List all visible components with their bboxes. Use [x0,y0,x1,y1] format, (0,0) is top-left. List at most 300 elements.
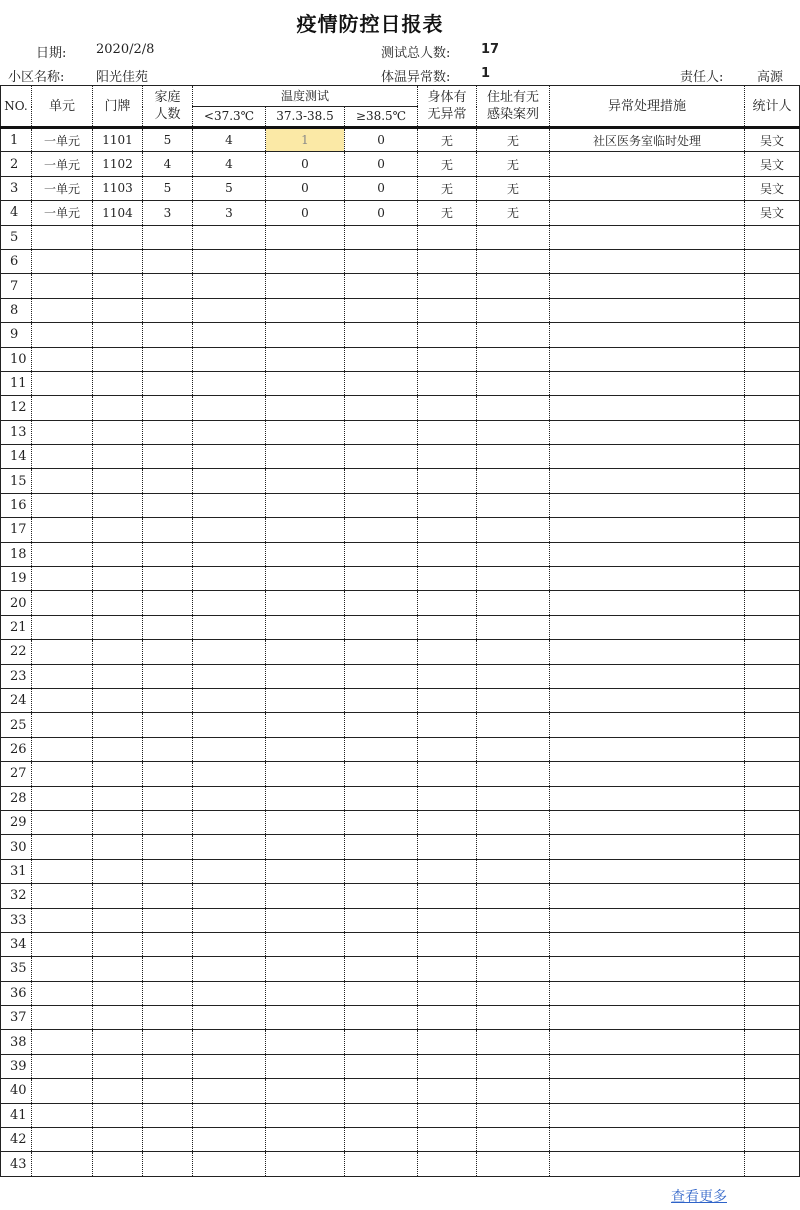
cell-no[interactable]: 15 [1,469,32,493]
cell-temp-low[interactable]: 5 [193,176,266,200]
cell-empty[interactable] [418,274,477,298]
cell-no[interactable]: 24 [1,688,32,712]
cell-empty[interactable] [418,542,477,566]
cell-empty[interactable] [477,615,550,639]
cell-empty[interactable] [418,1054,477,1078]
cell-empty[interactable] [345,908,418,932]
cell-empty[interactable] [93,1006,143,1030]
cell-empty[interactable] [143,1079,193,1103]
cell-no[interactable]: 26 [1,737,32,761]
cell-empty[interactable] [418,1030,477,1054]
cell-no[interactable]: 12 [1,396,32,420]
cell-empty[interactable] [477,225,550,249]
cell-empty[interactable] [418,420,477,444]
cell-empty[interactable] [345,762,418,786]
cell-empty[interactable] [266,713,345,737]
cell-stat[interactable]: 吴文 [745,152,800,176]
cell-empty[interactable] [143,1030,193,1054]
cell-temp-high[interactable]: 0 [345,152,418,176]
cell-measures[interactable] [550,152,745,176]
cell-empty[interactable] [32,810,93,834]
cell-empty[interactable] [745,664,800,688]
cell-empty[interactable] [418,859,477,883]
cell-empty[interactable] [418,371,477,395]
cell-no[interactable]: 29 [1,810,32,834]
cell-empty[interactable] [93,884,143,908]
cell-empty[interactable] [93,274,143,298]
cell-empty[interactable] [345,1030,418,1054]
cell-empty[interactable] [477,371,550,395]
cell-empty[interactable] [550,469,745,493]
cell-empty[interactable] [266,518,345,542]
cell-empty[interactable] [32,932,93,956]
cell-empty[interactable] [550,445,745,469]
cell-empty[interactable] [32,249,93,273]
cell-empty[interactable] [550,420,745,444]
cell-family[interactable]: 5 [143,176,193,200]
cell-empty[interactable] [745,225,800,249]
cell-no[interactable]: 41 [1,1103,32,1127]
cell-no[interactable]: 28 [1,786,32,810]
cell-no[interactable]: 2 [1,152,32,176]
cell-empty[interactable] [477,518,550,542]
cell-no[interactable]: 5 [1,225,32,249]
cell-empty[interactable] [550,932,745,956]
cell-empty[interactable] [193,884,266,908]
cell-empty[interactable] [93,347,143,371]
cell-empty[interactable] [143,249,193,273]
cell-empty[interactable] [266,688,345,712]
cell-empty[interactable] [93,1054,143,1078]
cell-empty[interactable] [418,493,477,517]
cell-empty[interactable] [345,445,418,469]
cell-empty[interactable] [143,420,193,444]
cell-no[interactable]: 27 [1,762,32,786]
cell-empty[interactable] [550,1006,745,1030]
cell-empty[interactable] [745,1152,800,1176]
cell-empty[interactable] [143,810,193,834]
cell-empty[interactable] [477,298,550,322]
cell-no[interactable]: 14 [1,445,32,469]
cell-empty[interactable] [93,615,143,639]
cell-empty[interactable] [143,567,193,591]
cell-empty[interactable] [745,1006,800,1030]
cell-empty[interactable] [32,1152,93,1176]
cell-empty[interactable] [193,615,266,639]
cell-empty[interactable] [745,274,800,298]
cell-empty[interactable] [345,859,418,883]
cell-empty[interactable] [193,420,266,444]
cell-empty[interactable] [93,1079,143,1103]
cell-empty[interactable] [32,640,93,664]
cell-empty[interactable] [745,469,800,493]
cell-empty[interactable] [266,835,345,859]
cell-empty[interactable] [550,1079,745,1103]
cell-empty[interactable] [345,469,418,493]
cell-empty[interactable] [550,347,745,371]
cell-no[interactable]: 9 [1,323,32,347]
cell-empty[interactable] [745,445,800,469]
cell-empty[interactable] [345,835,418,859]
cell-empty[interactable] [745,932,800,956]
cell-temp-low[interactable]: 4 [193,128,266,152]
cell-family[interactable]: 3 [143,201,193,225]
cell-empty[interactable] [93,518,143,542]
cell-empty[interactable] [418,957,477,981]
cell-empty[interactable] [32,884,93,908]
cell-empty[interactable] [418,249,477,273]
cell-no[interactable]: 38 [1,1030,32,1054]
cell-empty[interactable] [143,859,193,883]
cell-empty[interactable] [550,1103,745,1127]
cell-empty[interactable] [745,737,800,761]
cell-empty[interactable] [745,688,800,712]
cell-family[interactable]: 4 [143,152,193,176]
cell-empty[interactable] [745,591,800,615]
cell-empty[interactable] [345,1054,418,1078]
cell-empty[interactable] [418,347,477,371]
cell-empty[interactable] [193,591,266,615]
cell-body[interactable]: 无 [418,176,477,200]
cell-empty[interactable] [266,1103,345,1127]
cell-empty[interactable] [266,298,345,322]
cell-no[interactable]: 18 [1,542,32,566]
cell-empty[interactable] [745,493,800,517]
cell-empty[interactable] [93,1030,143,1054]
cell-empty[interactable] [550,518,745,542]
cell-empty[interactable] [477,981,550,1005]
cell-no[interactable]: 1 [1,128,32,152]
cell-empty[interactable] [345,957,418,981]
cell-empty[interactable] [345,249,418,273]
cell-empty[interactable] [477,932,550,956]
cell-empty[interactable] [32,298,93,322]
cell-no[interactable]: 25 [1,713,32,737]
cell-empty[interactable] [193,908,266,932]
cell-empty[interactable] [266,762,345,786]
cell-empty[interactable] [266,640,345,664]
cell-empty[interactable] [477,1030,550,1054]
cell-empty[interactable] [550,737,745,761]
cell-empty[interactable] [93,688,143,712]
cell-empty[interactable] [93,567,143,591]
cell-empty[interactable] [345,688,418,712]
cell-measures[interactable] [550,176,745,200]
cell-no[interactable]: 32 [1,884,32,908]
cell-empty[interactable] [550,786,745,810]
cell-empty[interactable] [418,1128,477,1152]
cell-empty[interactable] [745,859,800,883]
cell-empty[interactable] [550,249,745,273]
cell-empty[interactable] [745,1054,800,1078]
cell-empty[interactable] [143,908,193,932]
cell-empty[interactable] [93,640,143,664]
cell-empty[interactable] [193,664,266,688]
cell-empty[interactable] [266,225,345,249]
cell-temp-high[interactable]: 0 [345,128,418,152]
cell-empty[interactable] [418,298,477,322]
cell-addr[interactable]: 无 [477,128,550,152]
cell-empty[interactable] [477,1079,550,1103]
cell-empty[interactable] [266,957,345,981]
cell-empty[interactable] [550,1128,745,1152]
cell-empty[interactable] [477,274,550,298]
cell-empty[interactable] [345,884,418,908]
cell-empty[interactable] [550,713,745,737]
cell-empty[interactable] [345,932,418,956]
cell-empty[interactable] [477,957,550,981]
cell-no[interactable]: 11 [1,371,32,395]
cell-empty[interactable] [93,835,143,859]
cell-empty[interactable] [550,884,745,908]
cell-empty[interactable] [143,542,193,566]
cell-empty[interactable] [418,518,477,542]
cell-no[interactable]: 20 [1,591,32,615]
cell-empty[interactable] [32,542,93,566]
cell-empty[interactable] [143,1128,193,1152]
cell-empty[interactable] [266,1006,345,1030]
cell-empty[interactable] [143,518,193,542]
cell-empty[interactable] [550,274,745,298]
cell-empty[interactable] [93,493,143,517]
cell-empty[interactable] [93,957,143,981]
cell-empty[interactable] [32,664,93,688]
cell-empty[interactable] [345,567,418,591]
cell-empty[interactable] [143,1006,193,1030]
cell-empty[interactable] [143,591,193,615]
cell-empty[interactable] [143,762,193,786]
cell-empty[interactable] [193,298,266,322]
cell-temp-high[interactable]: 0 [345,176,418,200]
cell-empty[interactable] [550,615,745,639]
cell-empty[interactable] [745,347,800,371]
cell-empty[interactable] [266,884,345,908]
cell-empty[interactable] [345,981,418,1005]
cell-empty[interactable] [143,347,193,371]
cell-empty[interactable] [550,371,745,395]
cell-empty[interactable] [32,420,93,444]
cell-empty[interactable] [143,371,193,395]
cell-empty[interactable] [418,786,477,810]
cell-empty[interactable] [550,810,745,834]
cell-empty[interactable] [93,396,143,420]
cell-no[interactable]: 30 [1,835,32,859]
cell-empty[interactable] [32,225,93,249]
cell-body[interactable]: 无 [418,201,477,225]
cell-empty[interactable] [93,1152,143,1176]
cell-empty[interactable] [143,835,193,859]
cell-empty[interactable] [345,396,418,420]
cell-empty[interactable] [266,591,345,615]
cell-empty[interactable] [32,518,93,542]
cell-empty[interactable] [32,396,93,420]
cell-empty[interactable] [32,1054,93,1078]
cell-empty[interactable] [266,908,345,932]
view-more-link[interactable]: 查看更多 [671,1189,727,1205]
cell-empty[interactable] [745,713,800,737]
cell-no[interactable]: 35 [1,957,32,981]
cell-empty[interactable] [193,1054,266,1078]
cell-empty[interactable] [93,591,143,615]
cell-empty[interactable] [418,225,477,249]
cell-empty[interactable] [745,542,800,566]
cell-empty[interactable] [550,591,745,615]
cell-empty[interactable] [32,591,93,615]
cell-empty[interactable] [745,518,800,542]
cell-empty[interactable] [550,542,745,566]
cell-empty[interactable] [418,1103,477,1127]
cell-empty[interactable] [345,371,418,395]
cell-empty[interactable] [143,225,193,249]
cell-no[interactable]: 8 [1,298,32,322]
cell-empty[interactable] [550,981,745,1005]
cell-empty[interactable] [32,445,93,469]
cell-empty[interactable] [345,1128,418,1152]
cell-addr[interactable]: 无 [477,152,550,176]
cell-empty[interactable] [745,981,800,1005]
cell-empty[interactable] [32,981,93,1005]
cell-empty[interactable] [345,664,418,688]
cell-empty[interactable] [93,859,143,883]
cell-empty[interactable] [193,786,266,810]
cell-empty[interactable] [193,713,266,737]
cell-empty[interactable] [93,737,143,761]
cell-empty[interactable] [418,640,477,664]
cell-empty[interactable] [93,908,143,932]
cell-empty[interactable] [477,347,550,371]
cell-empty[interactable] [266,1079,345,1103]
cell-empty[interactable] [32,713,93,737]
cell-empty[interactable] [477,1128,550,1152]
cell-door[interactable]: 1101 [93,128,143,152]
cell-empty[interactable] [418,323,477,347]
cell-empty[interactable] [345,225,418,249]
cell-empty[interactable] [266,1152,345,1176]
cell-empty[interactable] [266,274,345,298]
cell-empty[interactable] [143,445,193,469]
cell-empty[interactable] [345,542,418,566]
cell-empty[interactable] [143,786,193,810]
cell-empty[interactable] [745,810,800,834]
cell-empty[interactable] [93,371,143,395]
cell-empty[interactable] [477,323,550,347]
cell-empty[interactable] [266,1030,345,1054]
cell-empty[interactable] [345,786,418,810]
cell-empty[interactable] [32,615,93,639]
cell-empty[interactable] [193,1103,266,1127]
cell-empty[interactable] [32,737,93,761]
cell-empty[interactable] [266,859,345,883]
cell-empty[interactable] [143,932,193,956]
cell-empty[interactable] [266,664,345,688]
cell-empty[interactable] [93,786,143,810]
cell-empty[interactable] [477,1006,550,1030]
cell-empty[interactable] [93,981,143,1005]
cell-empty[interactable] [193,981,266,1005]
cell-empty[interactable] [477,786,550,810]
cell-no[interactable]: 10 [1,347,32,371]
cell-empty[interactable] [745,323,800,347]
cell-empty[interactable] [477,591,550,615]
cell-empty[interactable] [32,323,93,347]
cell-door[interactable]: 1102 [93,152,143,176]
cell-empty[interactable] [266,542,345,566]
cell-empty[interactable] [32,371,93,395]
cell-empty[interactable] [745,786,800,810]
cell-empty[interactable] [143,1103,193,1127]
cell-no[interactable]: 22 [1,640,32,664]
cell-empty[interactable] [32,347,93,371]
cell-empty[interactable] [32,908,93,932]
cell-family[interactable]: 5 [143,128,193,152]
cell-empty[interactable] [266,323,345,347]
cell-empty[interactable] [745,957,800,981]
cell-unit[interactable]: 一单元 [32,176,93,200]
cell-empty[interactable] [266,396,345,420]
cell-empty[interactable] [266,786,345,810]
cell-empty[interactable] [418,713,477,737]
cell-body[interactable]: 无 [418,152,477,176]
cell-no[interactable]: 31 [1,859,32,883]
cell-empty[interactable] [193,1030,266,1054]
cell-empty[interactable] [550,762,745,786]
cell-empty[interactable] [143,957,193,981]
cell-no[interactable]: 19 [1,567,32,591]
cell-empty[interactable] [143,688,193,712]
cell-empty[interactable] [550,567,745,591]
cell-no[interactable]: 21 [1,615,32,639]
cell-empty[interactable] [745,371,800,395]
cell-empty[interactable] [550,1054,745,1078]
cell-empty[interactable] [266,493,345,517]
cell-empty[interactable] [550,688,745,712]
cell-empty[interactable] [93,420,143,444]
cell-empty[interactable] [266,1054,345,1078]
cell-empty[interactable] [193,737,266,761]
cell-empty[interactable] [32,957,93,981]
cell-empty[interactable] [345,1006,418,1030]
cell-empty[interactable] [193,957,266,981]
cell-empty[interactable] [193,1006,266,1030]
cell-empty[interactable] [143,981,193,1005]
cell-empty[interactable] [745,908,800,932]
cell-empty[interactable] [550,323,745,347]
cell-unit[interactable]: 一单元 [32,128,93,152]
cell-empty[interactable] [32,762,93,786]
cell-empty[interactable] [193,225,266,249]
cell-empty[interactable] [745,420,800,444]
cell-empty[interactable] [266,567,345,591]
cell-empty[interactable] [193,371,266,395]
cell-empty[interactable] [550,835,745,859]
cell-empty[interactable] [550,957,745,981]
cell-empty[interactable] [32,835,93,859]
cell-empty[interactable] [345,298,418,322]
cell-empty[interactable] [345,615,418,639]
cell-empty[interactable] [550,640,745,664]
cell-stat[interactable]: 吴文 [745,201,800,225]
cell-door[interactable]: 1104 [93,201,143,225]
cell-empty[interactable] [193,859,266,883]
cell-empty[interactable] [550,1030,745,1054]
cell-no[interactable]: 13 [1,420,32,444]
cell-no[interactable]: 16 [1,493,32,517]
cell-empty[interactable] [193,469,266,493]
cell-empty[interactable] [193,542,266,566]
cell-empty[interactable] [266,371,345,395]
cell-empty[interactable] [193,493,266,517]
cell-empty[interactable] [418,615,477,639]
